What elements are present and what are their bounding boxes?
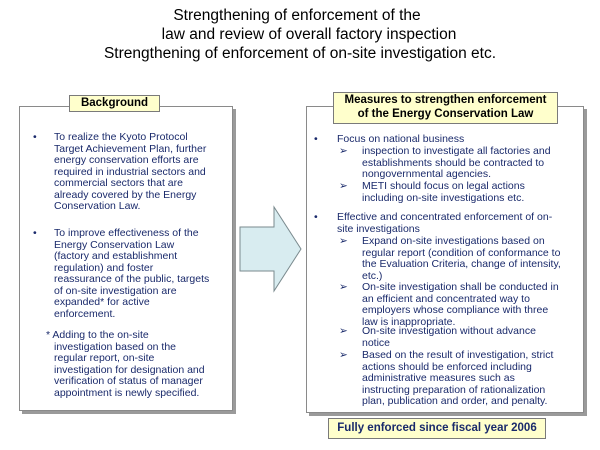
right-arrow-icon — [238, 205, 304, 293]
text-line: appointment is newly specified. — [54, 386, 200, 399]
text-line: site investigations — [337, 222, 420, 235]
text-line: Energy Conservation Law — [54, 238, 175, 251]
arrowhead-bullet-icon: ➢ — [339, 145, 348, 157]
text-line: notice — [362, 336, 391, 349]
text-line: law is inappropriate. — [362, 315, 456, 328]
arrowhead-bullet-icon: ➢ — [339, 235, 348, 247]
text-line: instructing preparation of rationalization — [362, 383, 546, 396]
arrowhead-bullet-icon: ➢ — [339, 325, 348, 337]
title-line-3: Strengthening of enforcement of on-site investigation etc. — [103, 45, 497, 62]
background-bullet-1-text — [54, 132, 206, 213]
text-line: (factory and establishment — [54, 250, 178, 262]
measures-s1-item-1-text — [362, 146, 551, 181]
measures-s2-item-2-text — [362, 282, 559, 328]
title-line-1: Strengthening of enforcement of the — [173, 7, 421, 24]
text-line: etc.) — [362, 269, 383, 282]
text-line: investigation for designation and — [54, 363, 205, 376]
text-line: expanded* for active — [54, 296, 150, 308]
text-line: actions should be enforced including — [362, 360, 532, 373]
text-line: plan, publication and order, and penalty. — [362, 395, 548, 407]
text-line: regulation) and foster — [54, 261, 154, 274]
text-line: On-site investigation without advance — [362, 325, 536, 337]
measures-section-1-title: Focus on national business — [337, 133, 465, 145]
text-line: Expand on-site investigations based on — [362, 235, 545, 247]
measures-s1-item-2-text — [362, 181, 525, 204]
measures-label-line-2: of the Energy Conservation Law — [357, 108, 534, 120]
background-label: Background — [69, 95, 160, 112]
text-line: METI should focus on legal actions — [362, 180, 525, 192]
text-line: already covered by the Energy — [54, 188, 197, 201]
measures-label — [333, 92, 558, 124]
measures-section-2-title — [337, 212, 552, 235]
text-line: investigation based on the — [54, 340, 177, 353]
text-line: To improve effectiveness of the — [54, 227, 199, 239]
text-line: including on-site investigations etc. — [362, 191, 525, 204]
text-line: the Evaluation Criteria, change of intensity, — [362, 258, 561, 270]
text-line: administrative measures such as — [362, 372, 515, 384]
footer-enforcement-badge: Fully enforced since fiscal year 2006 — [328, 418, 546, 439]
measures-s2-item-1-text — [362, 236, 561, 282]
text-line: an efficient and concentrated way to — [362, 292, 530, 305]
text-line: regular report, on-site — [54, 352, 155, 364]
text-line: nongovernmental agencies. — [362, 168, 492, 180]
title-line-2: law and review of overall factory inspection — [161, 26, 457, 43]
text-line: enforcement. — [54, 307, 116, 320]
text-line: * Adding to the on-site — [46, 329, 149, 341]
slide-title — [60, 6, 540, 63]
text-line: Target Achievement Plan, further — [54, 142, 207, 155]
text-line: Effective and concentrated enforcement of on- — [337, 211, 553, 223]
text-line: Conservation Law. — [54, 200, 141, 212]
text-line: establishments should be contracted to — [362, 156, 545, 169]
text-line: regular report (condition of conformance to — [362, 246, 561, 259]
bullet-mark: • — [33, 227, 37, 239]
arrowhead-bullet-icon: ➢ — [339, 281, 348, 293]
background-note-text — [46, 330, 205, 399]
text-line: commercial sectors that are — [54, 177, 183, 189]
bullet-mark: • — [33, 131, 37, 143]
measures-label-line-1: Measures to strengthen enforcement — [344, 94, 547, 106]
text-line: of on-site investigation are — [54, 284, 177, 297]
text-line: employers whose compliance with three — [362, 304, 549, 316]
text-line: verification of status of manager — [54, 375, 203, 387]
text-line: energy conservation efforts are — [54, 154, 199, 166]
arrowhead-bullet-icon: ➢ — [339, 180, 348, 192]
measures-s2-item-3-text — [362, 326, 536, 349]
text-line: inspection to investigate all factories and — [362, 145, 551, 157]
text-line: On-site investigation shall be conducted in — [362, 281, 559, 293]
text-line: reassurance of the public, targets — [54, 273, 210, 285]
measures-s2-item-4-text — [362, 350, 553, 408]
text-line: To realize the Kyoto Protocol — [54, 131, 188, 143]
text-line: required in industrial sectors and — [54, 165, 206, 178]
bullet-mark: • — [314, 211, 318, 223]
arrowhead-bullet-icon: ➢ — [339, 349, 348, 361]
text-line: Based on the result of investigation, strict — [362, 349, 554, 361]
bullet-mark: • — [314, 133, 318, 145]
background-bullet-2-text — [54, 228, 209, 320]
